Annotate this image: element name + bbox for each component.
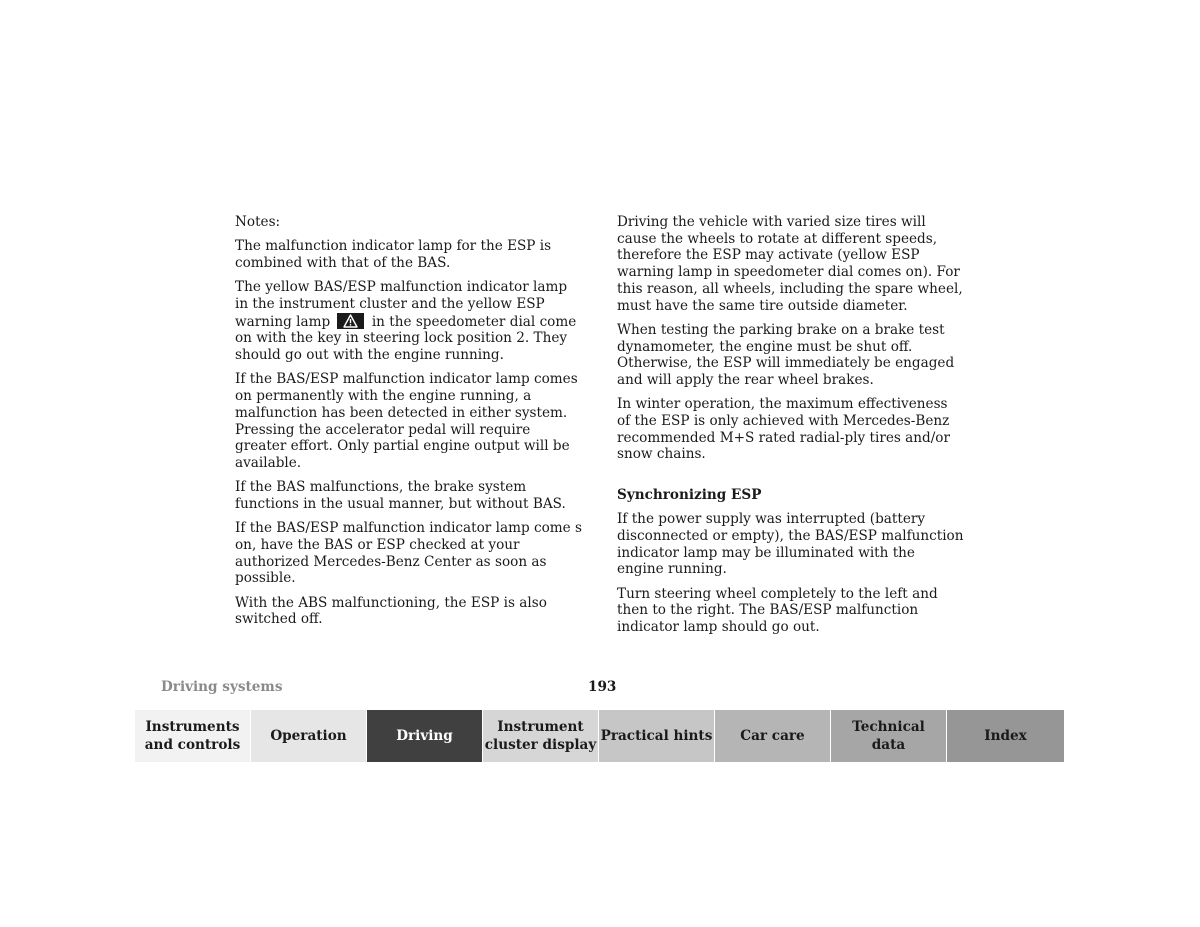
tab-instrument-cluster-display[interactable]: Instrument cluster display xyxy=(483,710,599,762)
right-column xyxy=(617,214,965,643)
paragraph: In winter operation, the maximum effectiveness of the ESP is only achieved with Mercedes-Benz recommended M+S rated radial-ply tires and/or snow chains. xyxy=(617,396,950,463)
tab-technical-data[interactable]: Technical data xyxy=(831,710,947,762)
paragraph: If the power supply was interrupted (battery disconnected or empty), the BAS/ESP malfunction indicator lamp may be illuminated with the engine running. xyxy=(617,511,964,578)
paragraph: If the BAS malfunctions, the brake system functions in the usual manner, but without BAS. xyxy=(235,479,566,512)
tab-driving[interactable]: Driving xyxy=(367,710,483,762)
tab-instruments-and-controls[interactable]: Instruments and controls xyxy=(135,710,251,762)
paragraph-text: The yellow BAS/ESP malfunction indicator lamp in the instrument cluster and the yellow ESP warning lamp xyxy=(235,279,568,330)
tab-practical-hints[interactable]: Practical hints xyxy=(599,710,715,762)
section-heading: Synchronizing ESP xyxy=(617,487,762,504)
paragraph: Turn steering wheel completely to the left and then to the right. The BAS/ESP malfunction indicator lamp should go out. xyxy=(617,585,938,636)
paragraph: With the ABS malfunctioning, the ESP is also switched off. xyxy=(235,594,547,628)
warning-triangle-icon xyxy=(337,313,364,329)
footer-section-title: Driving systems xyxy=(161,679,283,695)
paragraph: The malfunction indicator lamp for the ESP is combined with that of the BAS. xyxy=(235,238,552,271)
paragraph-text: in the speedometer dial come on with the key in steering lock position 2. They should go out with the engine running. xyxy=(235,313,577,364)
paragraph: If the BAS/ESP malfunction indicator lamp come s on, have the BAS or ESP checked at your authorized Mercedes-Benz Center as soon as possible. xyxy=(235,520,583,587)
tab-index[interactable]: Index xyxy=(947,710,1064,762)
notes-heading: Notes: xyxy=(235,214,281,230)
paragraph-with-icon xyxy=(235,279,583,364)
tab-operation[interactable]: Operation xyxy=(251,710,367,762)
page-number: 193 xyxy=(588,679,617,695)
left-column xyxy=(235,214,583,636)
paragraph: When testing the parking brake on a brake test dynamometer, the engine must be shut off. Otherwise, the ESP will immediately be engaged and will apply the rear wheel brakes. xyxy=(617,321,955,388)
tab-car-care[interactable]: Car care xyxy=(715,710,831,762)
paragraph: If the BAS/ESP malfunction indicator lamp comes on permanently with the engine running, a malfunction has been detected in either system. Pressing the accelerator pedal will require greater effort. Only partial engine output will be available. xyxy=(235,371,578,471)
chapter-tab-bar xyxy=(135,710,1064,762)
paragraph: Driving the vehicle with varied size tires will cause the wheels to rotate at different speeds, therefore the ESP may activate (yellow ESP warning lamp in speedometer dial comes on). For this reason, all wheels, including the spare wheel, must have the same tire outside diameter. xyxy=(617,214,963,314)
